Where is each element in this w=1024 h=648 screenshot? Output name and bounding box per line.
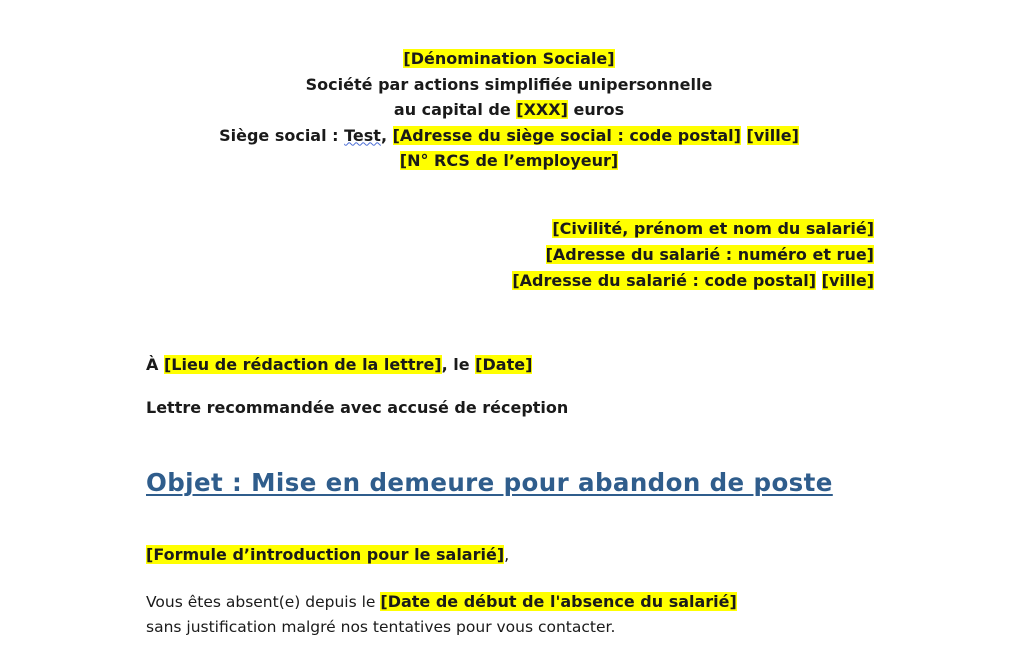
capital-line <box>0 97 1018 123</box>
rcs-field[interactable]: [N° RCS de l’employeur] <box>399 151 619 170</box>
company-name-line <box>0 46 1018 72</box>
body-paragraph <box>146 589 906 640</box>
recipient-street-line <box>512 242 874 268</box>
hq-comma: , <box>380 125 393 145</box>
hq-prefix: Siège social : <box>219 125 345 145</box>
body-line-1 <box>146 589 906 615</box>
recipient-street-field[interactable]: [Adresse du salarié : numéro et rue] <box>545 245 874 264</box>
greeting-punct: , <box>504 545 510 564</box>
recipient-postal-line <box>512 268 874 294</box>
capital-suffix: euros <box>567 100 625 119</box>
capital-amount-field[interactable]: [XXX] <box>516 100 568 119</box>
company-name-field[interactable]: [Dénomination Sociale] <box>403 49 615 68</box>
body-line-2: sans justification malgré nos tentatives pour vous contacter. <box>146 618 616 636</box>
place-prefix: À <box>146 355 164 374</box>
recipient-name-field[interactable]: [Civilité, prénom et nom du salarié] <box>552 219 874 238</box>
body-line-1-prefix: Vous êtes absent(e) depuis le <box>146 593 381 611</box>
absence-start-date-field[interactable]: [Date de début de l'absence du salarié] <box>380 592 737 611</box>
recipient-name-line <box>512 216 874 242</box>
recipient-city-field[interactable]: [ville] <box>821 271 874 290</box>
recipient-block <box>512 216 874 294</box>
place-field[interactable]: [Lieu de rédaction de la lettre] <box>163 355 442 374</box>
rcs-line <box>0 148 1018 174</box>
capital-prefix: au capital de <box>393 100 517 119</box>
greeting-formula-field[interactable]: [Formule d’introduction pour le salarié] <box>146 545 505 564</box>
hq-postal-field[interactable]: [Adresse du siège social : code postal] <box>392 125 741 145</box>
legal-form-line: Société par actions simplifiée unipersonnelle <box>305 74 713 94</box>
hq-city-field[interactable]: [ville] <box>746 125 799 145</box>
company-header <box>0 46 1018 174</box>
headquarters-line <box>0 123 1018 149</box>
date-field[interactable]: [Date] <box>475 355 533 374</box>
delivery-mode: Lettre recommandée avec accusé de réception <box>146 398 569 417</box>
letter-object-heading: Objet : Mise en demeure pour abandon de poste <box>146 468 833 497</box>
place-date-line <box>146 355 532 374</box>
place-date-connector: , le <box>441 355 476 374</box>
hq-value[interactable]: Test <box>344 125 381 145</box>
greeting-line <box>146 545 509 564</box>
recipient-postal-field[interactable]: [Adresse du salarié : code postal] <box>512 271 817 290</box>
